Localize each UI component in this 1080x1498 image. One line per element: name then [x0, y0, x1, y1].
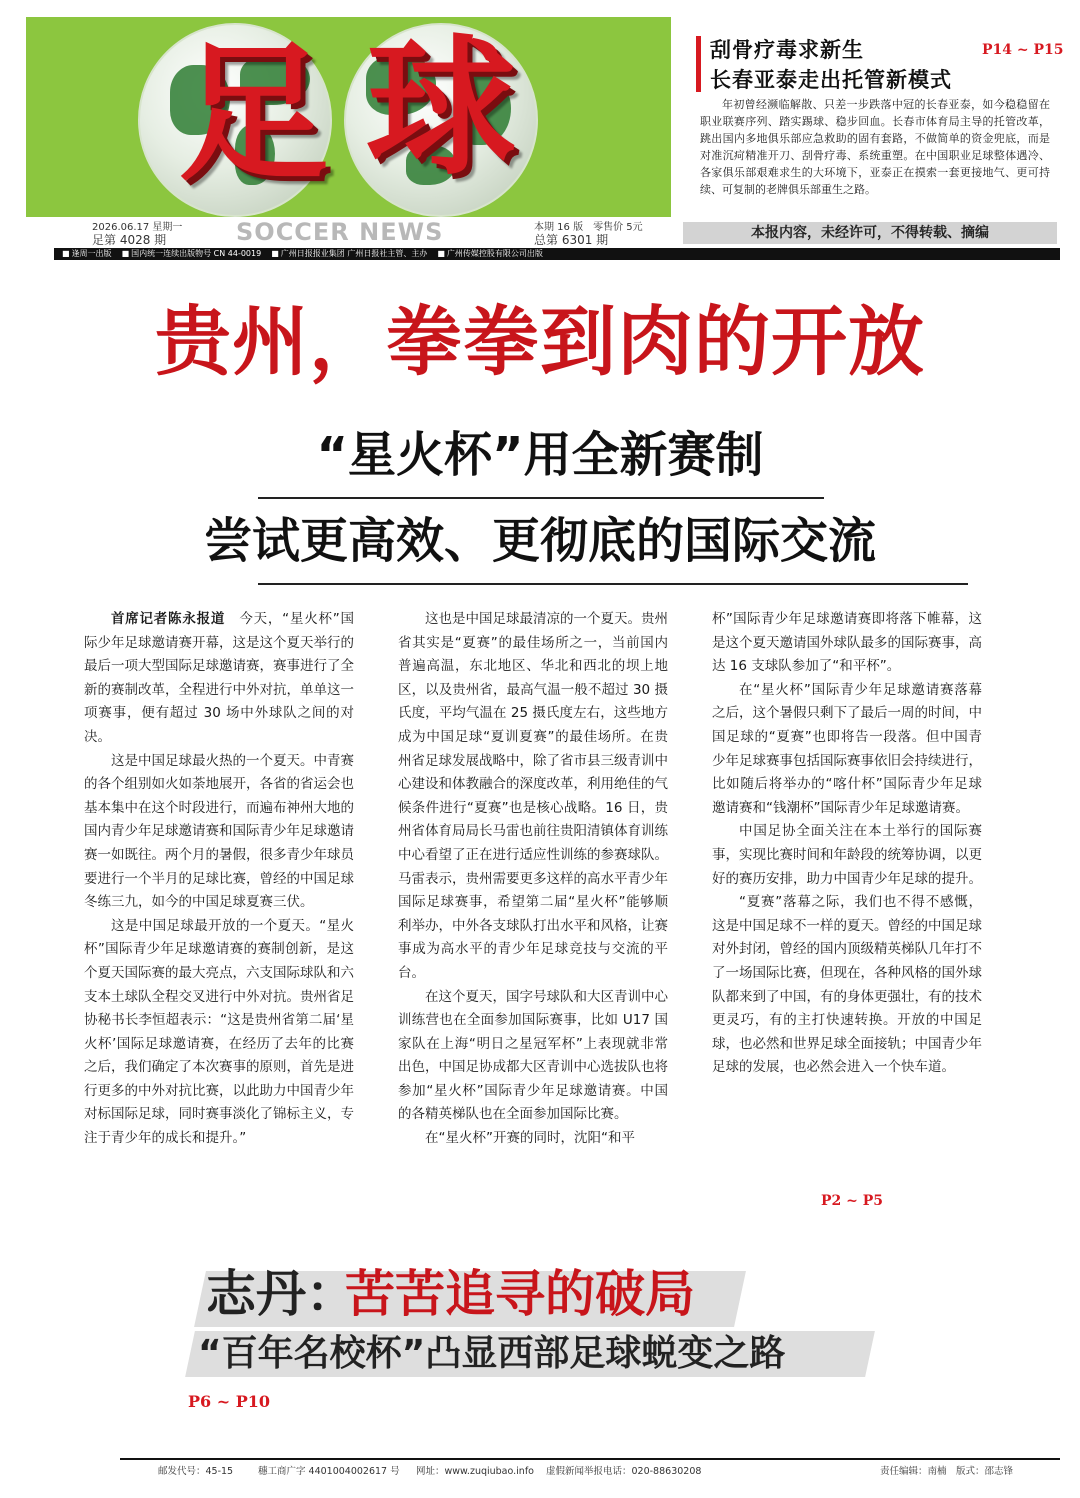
- lead-headline[interactable]: 贵州，拳拳到肉的开放: [155, 297, 925, 386]
- article-column-2: [398, 608, 668, 1151]
- lead-subheadline-1: “星火杯”用全新赛制: [316, 427, 764, 483]
- masthead: [26, 17, 671, 217]
- pub-item: ■ 广州传媒控股有限公司出版: [437, 248, 543, 260]
- byline: 首席记者陈永报道: [111, 611, 226, 627]
- footer-postal-code: 邮发代号：45-15: [158, 1466, 234, 1477]
- divider: [258, 583, 968, 585]
- article-paragraph: 中国足协全面关注在本土举行的国际赛事，实现比赛时间和年龄段的统筹协调，以更好的赛历安排，助力中国青少年足球的提升。: [712, 823, 982, 887]
- date-block: [92, 222, 182, 246]
- date-line: 2026.06.17 星期一: [92, 222, 183, 233]
- cover-story-summary: 年初曾经濒临解散、只差一步跌落中冠的长春亚泰，如今稳稳留在职业联赛序列、踏实踢球、稳步回血。长春市体育局主导的托管改革，跳出国内多地俱乐部应急救助的固有套路，不做简单的资金兜底，而是对准沉疴精准开刀、刮骨疗毒、系统重塑。在中国职业足球整体遇冷、各家俱乐部艰难求生的大环境下，亚泰正在摸索一套更接地气、更可持续、可复制的老牌俱乐部重生之路。: [700, 98, 1050, 196]
- article-paragraph: 在“星火杯”国际青少年足球邀请赛落幕之后，这个暑假只剩下了最后一周的时间，中国足球的“夏赛”也即将告一段落。但中国青少年足球赛事包括国际赛事依旧会持续进行，比如随后将举办的“喀什杯”国际青少年足球邀请赛和“钱潮杯”国际青少年足球邀请赛。: [712, 681, 982, 816]
- article-paragraph: “夏赛”落幕之际，我们也不得不感慨，这是中国足球不一样的夏天。曾经的中国足球对外封闭，曾经的国内顶级精英梯队几年打不了一场国际比赛，但现在，各种风格的国外球队都来到了中国，有的身体更强壮，有的技术更灵巧，有的主打快速转换。开放的中国足球，也必然和世界足球全面接轨；中国青少年足球的发展，也必然会进入一个快车道。: [712, 894, 982, 1076]
- issue-number: 足第 4028 期: [92, 233, 167, 247]
- promo-subtitle: “百年名校杯”凸显西部足球蜕变之路: [198, 1333, 786, 1374]
- footer-divider: [120, 1458, 1060, 1460]
- total-issue: 总第 6301 期: [534, 233, 609, 247]
- english-title: SOCCER NEWS: [236, 218, 444, 246]
- pub-item: ■ 逢周一出版: [62, 248, 112, 260]
- cover-story-title-line2: 长春亚泰走出托管新模式: [710, 68, 952, 92]
- title-accent-bar: [696, 36, 701, 92]
- footer-ad-license: 穗工商广字 4401004002617 号: [258, 1466, 400, 1477]
- article-paragraph: 首席记者陈永报道 今天，“星火杯”国际少年足球邀请赛开幕，这是这个夏天举行的最后一项大型国际足球邀请赛，赛事进行了全新的赛制改革，全程进行中外对抗，单单这一项赛事，便有超过 30 场中外球队之间的对决。: [84, 611, 354, 745]
- cover-story-page-ref: P14 ~ P15: [982, 42, 1064, 58]
- copyright-notice: 本报内容，未经许可，不得转载、摘编: [683, 222, 1057, 244]
- lead-page-ref[interactable]: P2 ~ P5: [821, 1193, 884, 1209]
- footer-editor: 责任编辑：南楠 版式：邵志锋: [880, 1466, 1014, 1477]
- cover-story-title-line1: 刮骨疗毒求新生: [710, 38, 864, 62]
- footer-hotline: 虚假新闻举报电话：020-88630208: [546, 1466, 702, 1477]
- article-paragraph: 这是中国足球最开放的一个夏天。“星火杯”国际青少年足球邀请赛的赛制创新，是这个夏天国际赛的最大亮点，六支国际球队和六支本土球队全程交叉进行中外对抗。贵州省足协秘书长李恒超表示：“这是贵州省第二届‘星火杯’国际足球邀请赛，在经历了去年的比赛之后，我们确定了本次赛事的原则，首先是进行更多的中外对抗比赛，以此助力中国青少年对标国际足球，同时赛事淡化了锦标主义，专注于青少年的成长和提升。”: [84, 917, 354, 1147]
- article-column-3: [712, 608, 982, 1080]
- divider: [258, 497, 824, 499]
- pub-item: ■ 国内统一连续出版物号 CN 44-0019: [122, 248, 262, 260]
- article-paragraph: 在“星火杯”开赛的同时，沈阳“和平: [425, 1130, 635, 1147]
- article-paragraph: 这是中国足球最火热的一个夏天。中青赛的各个组别如火如荼地展开，各省的省运会也基本集中在这个时段进行，而遍布神州大地的国内青少年足球邀请赛和国际青少年足球邀请赛一如既往。两个月的暑假，很多青少年球员要进行一个半月的足球比赛，曾经的中国足球冬练三九，如今的中国足球夏赛三伏。: [84, 752, 354, 911]
- article-paragraph: 这也是中国足球最清凉的一个夏天。贵州省其实是“夏赛”的最佳场所之一，当前国内普遍高温，东北地区、华北和西北的坝上地区，以及贵州省，最高气温一般不超过 30 摄氏度，平均气温在 25 摄氏度左右，这些地方成为中国足球“夏训夏赛”的最佳场所。在贵州省足球发展战略中，除了省市县三级青训中心建设和体教融合的深度改革，利用绝佳的气候条件进行“夏赛”也是核心战略。16 日，贵州省体育局局长马雷也前往贵阳清镇体育训练中心看望了正在进行适应性训练的参赛球队。马雷表示，贵州需要更多这样的高水平青少年国际足球赛事，希望第二届“星火杯”能够顺利举办，中外各支球队打出水平和风格，让赛事成为高水平的青少年足球竞技与交流的平台。: [398, 611, 668, 981]
- article-paragraph: 杯”国际青少年足球邀请赛即将落下帷幕，这是这个夏天邀请国外球队最多的国际赛事，高达 16 支球队参加了“和平杯”。: [712, 611, 982, 675]
- logo-char-zu: 足: [178, 26, 329, 202]
- promo-title: 苦苦追寻的破局: [345, 1264, 695, 1323]
- edition-line: 本期 16 版 零售价 5元: [534, 222, 643, 233]
- article-column-1: [84, 608, 354, 1151]
- article-paragraph: 在这个夏天，国字号球队和大区青训中心训练营也在全面参加国际赛事，比如 U17 国家队在上海“明日之星冠军杯”上表现就非常出色，中国足协成都大区青训中心选拔队也将参加“星火杯”国际青少年足球邀请赛。中国的各精英梯队也在全面参加国际比赛。: [398, 988, 668, 1123]
- cover-story-teaser[interactable]: [696, 24, 1066, 214]
- publisher-bar: [54, 248, 1060, 260]
- pub-item: ■ 广州日报报业集团 广州日报社主管、主办: [271, 248, 427, 260]
- logo-char-qiu: 球: [366, 20, 517, 196]
- issue-block: [534, 222, 643, 246]
- promo-page-ref[interactable]: P6 ~ P10: [188, 1392, 271, 1411]
- lead-subheadline-2: 尝试更高效、更彻底的国际交流: [203, 513, 876, 569]
- promo-name: 志丹：: [206, 1264, 356, 1323]
- footer-website[interactable]: 网址：www.zuqiubao.info: [416, 1466, 534, 1477]
